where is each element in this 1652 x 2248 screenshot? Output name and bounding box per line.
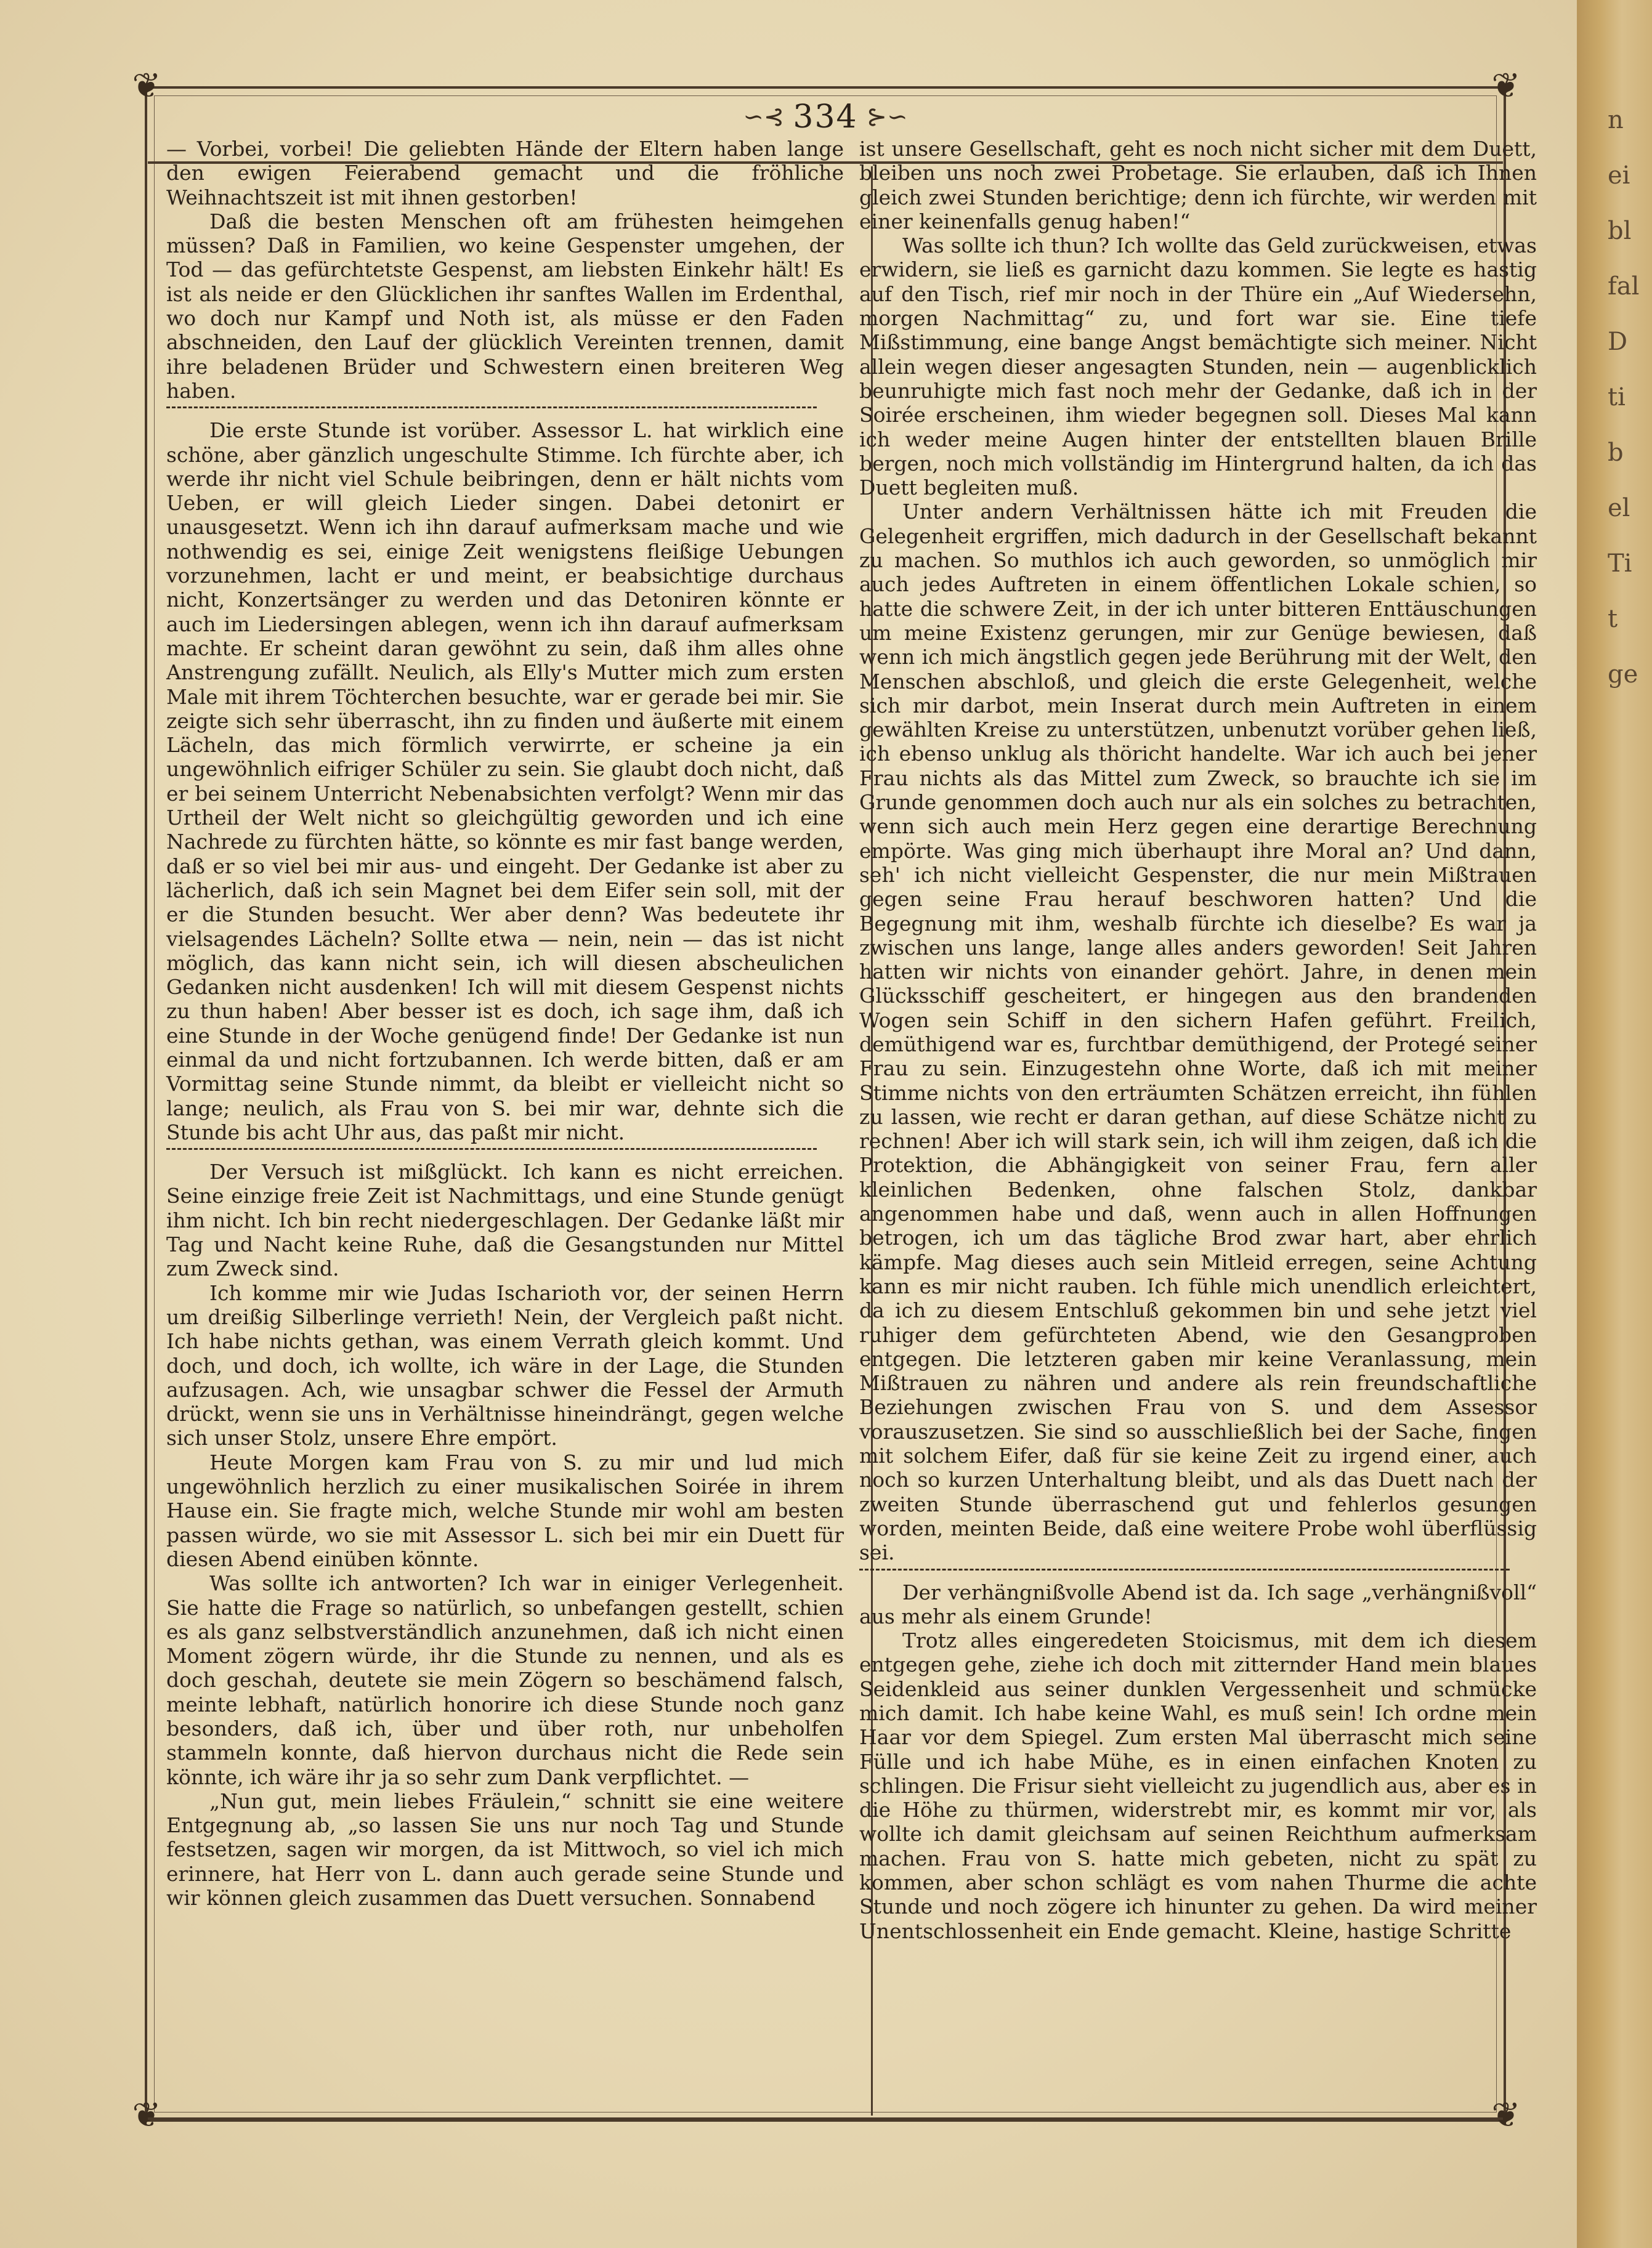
- edge-fragment: ge: [1608, 660, 1638, 689]
- paragraph: Trotz alles eingeredeten Stoicismus, mit dem ich diesem entgegen gehe, ziehe ich doch mit zitternder Hand mein blaues Seidenkleid aus seiner dunklen Vergessenheit und schmücke mich damit. Ich habe keine Wahl, es muß sein! Ich ordne mein Haar vor dem Spiegel. Zum ersten Mal überrascht mich seine Fülle und ich habe Mühe, es in einen einfachen Knoten zu schlingen. Die Frisur sieht vielleicht zu jugendlich aus, aber es in die Höhe zu thürmen, widerstrebt mir, es kommt mir vor, als wollte ich damit gleichsam auf seinen Reichthum aufmerksam machen. Frau von S. hatte mich gebeten, nicht zu spät zu kommen, aber schon schlägt es vom nahen Thurme die achte Stunde und noch zögere ich hinunter zu gehen. Da wird meiner Unentschlossenheit ein Ende gemacht. Kleine, hastige Schritte: [859, 1628, 1537, 1943]
- edge-fragment: el: [1608, 494, 1630, 522]
- edge-fragment: bl: [1608, 217, 1632, 245]
- flourish-right-icon: ⊱∽: [866, 103, 908, 131]
- text-column-right: [859, 137, 1537, 1943]
- edge-fragment: fal: [1608, 272, 1640, 301]
- section-divider: [859, 1569, 1510, 1579]
- next-page-edge: [1608, 92, 1651, 2125]
- paragraph: — Vorbei, vorbei! Die geliebten Hände der Eltern haben lange den ewigen Feierabend gemacht und die fröhliche Weihnachtszeit ist mit ihnen gestorben!: [166, 137, 844, 209]
- paragraph: Was sollte ich thun? Ich wollte das Geld zurückweisen, etwas erwidern, sie ließ es garnicht dazu kommen. Sie legte es hastig auf den Tisch, rief mir noch in der Thüre ein „Auf Wiedersehn, morgen Nachmittag“ zu, und fort war sie. Eine tiefe Mißstimmung, eine bange Angst bemächtigte sich meiner. Nicht allein wegen dieser angesagten Stunden, nein — augenblicklich beunruhigte mich fast noch mehr der Gedanke, daß ich in der Soirée erscheinen, ihm wieder begegnen soll. Dieses Mal kann ich weder meine Augen hinter der entstellten blauen Brille bergen, noch mich vollständig im Hintergrund halten, da ich das Duett begleiten muß.: [859, 233, 1537, 500]
- corner-ornament-top-left: ❦: [132, 66, 161, 106]
- paragraph: Der verhängnißvolle Abend ist da. Ich sage „verhängnißvoll“ aus mehr als einem Grunde!: [859, 1580, 1537, 1628]
- paragraph: ist unsere Gesellschaft, geht es noch nicht sicher mit dem Duett, bleiben uns noch zwei Probetage. Sie erlauben, daß ich Ihnen gleich zwei Stunden berichtige; denn ich fürchte, wir werden mit einer keinenfalls genug haben!“: [859, 137, 1537, 233]
- edge-fragment: b: [1608, 439, 1624, 467]
- paragraph: Die erste Stunde ist vorüber. Assessor L. hat wirklich eine schöne, aber gänzlich ungeschulte Stimme. Ich fürchte aber, ich werde ihr nicht viel Schule beibringen, denn er hält nichts vom Ueben, er will gleich Lieder singen. Dabei detonirt er unausgesetzt. Wenn ich ihn darauf aufmerksam mache und wie nothwendig es sei, einige Zeit wenigstens fleißige Uebungen vorzunehmen, lacht er und meint, er beabsichtige durchaus nicht, Konzertsänger zu werden und das Detoniren könnte er auch im Liedersingen ablegen, wenn ich ihn darauf aufmerksam machte. Er scheint daran gewöhnt zu sein, daß ihm alles ohne Anstrengung zufällt. Neulich, als Elly's Mutter mich zum ersten Male mit ihrem Töchterchen besuchte, war er gerade bei mir. Sie zeigte sich sehr überrascht, ihn zu finden und äußerte mit einem Lächeln, das mich förmlich verwirrte, er scheine ja ein ungewöhnlich eifriger Schüler zu sein. Sie glaubt doch nicht, daß er bei seinem Unterricht Nebenabsichten verfolgt? Wenn mir das Urtheil der Welt nicht so gleichgültig geworden und ich eine Nachrede zu fürchten hätte, so könnte es mir fast bange werden, daß er so viel bei mir aus- und eingeht. Der Gedanke ist aber zu lächerlich, daß ich sein Magnet bei dem Eifer sein soll, mit der er die Stunden besucht. Wer aber denn? Was bedeutete ihr vielsagendes Lächeln? Sollte etwa — nein, nein — das ist nicht möglich, das kann nicht sein, ich will diesen abscheulichen Gedanken nicht ausdenken! Ich will mit diesem Gespenst nichts zu thun haben! Aber besser ist es doch, ich sage ihm, daß ich eine Stunde in der Woche genügend finde! Der Gedanke ist nun einmal da und nicht fortzubannen. Ich werde bitten, daß er am Vormittag seine Stunde nimmt, da bleibt er vielleicht nicht so lange; neulich, als Frau von S. bei mir war, dehnte sich die Stunde bis acht Uhr aus, das paßt mir nicht.: [166, 418, 844, 1144]
- edge-fragment: n: [1608, 106, 1624, 134]
- paragraph: Was sollte ich antworten? Ich war in einiger Verlegenheit. Sie hatte die Frage so natürlich, so unbefangen gestellt, schien es als ganz selbstverständlich anzunehmen, daß ich nicht einen Moment zögern würde, ihr die Stunde zu nennen, und als es doch geschah, deutete sie mein Zögern so beschämend falsch, meinte lebhaft, natürlich honorire ich diese Stunde noch ganz besonders, daß ich, über und über roth, nur unbeholfen stammeln konnte, daß hiervon durchaus nicht die Rede sein könnte, ich wäre ihr ja so sehr zum Dank verpflichtet. —: [166, 1571, 844, 1789]
- text-column-left: [166, 137, 844, 1910]
- corner-ornament-bottom-left: ❦: [132, 2095, 161, 2135]
- section-divider: [166, 406, 817, 417]
- edge-fragment: D: [1608, 328, 1628, 356]
- paragraph: Der Versuch ist mißglückt. Ich kann es nicht erreichen. Seine einzige freie Zeit ist Nachmittags, und eine Stunde genügt ihm nicht. Ich bin recht niedergeschlagen. Der Gedanke läßt mir Tag und Nacht keine Ruhe, daß die Gesangstunden nur Mittel zum Zweck sind.: [166, 1160, 844, 1281]
- corner-ornament-top-right: ❦: [1491, 66, 1521, 106]
- paragraph: Heute Morgen kam Frau von S. zu mir und lud mich ungewöhnlich herzlich zu einer musikalischen Soirée in ihrem Hause ein. Sie fragte mich, welche Stunde mir wohl am besten passen würde, wo sie mit Assessor L. sich bei mir ein Duett für diesen Abend einüben könnte.: [166, 1450, 844, 1571]
- section-divider: [166, 1148, 817, 1158]
- page-number: 334: [793, 99, 858, 135]
- paragraph: Ich komme mir wie Judas Ischarioth vor, der seinen Herrn um dreißig Silberlinge verrieth! Nein, der Vergleich paßt nicht. Ich habe nichts gethan, was einem Verrath gleich kommt. Und doch, und doch, ich wollte, ich wäre in der Lage, die Stunden aufzusagen. Ach, wie unsagbar schwer die Fessel der Armuth drückt, wenn sie uns in Verhältnisse hineindrängt, gegen welche sich unser Stolz, unsere Ehre empört.: [166, 1280, 844, 1450]
- edge-fragment: ei: [1608, 161, 1630, 190]
- edge-fragment: Ti: [1608, 549, 1632, 578]
- paragraph: Daß die besten Menschen oft am frühesten heimgehen müssen? Daß in Familien, wo keine Gespenster umgehen, der Tod — das gefürchtetste Gespenst, am liebsten Einkehr hält! Es ist als neide er den Glücklichen ihr sanftes Wallen im Erdenthal, wo doch nur Kampf und Noth ist, als müsse er den Faden abschneiden, den Lauf der glücklich Vereinten trennen, damit ihre beladenen Brüder und Schwestern einen breiteren Weg haben.: [166, 209, 844, 403]
- flourish-left-icon: ∽⊰: [743, 103, 785, 131]
- edge-fragment: ti: [1608, 383, 1626, 411]
- edge-fragment: t: [1608, 605, 1618, 633]
- footer-rule: [148, 2117, 1503, 2120]
- paragraph: Unter andern Verhältnissen hätte ich mit Freuden die Gelegenheit ergriffen, mich dadurch in der Gesellschaft bekannt zu machen. So muthlos ich auch geworden, so unmöglich mir auch jedes Auftreten in einem öffentlichen Lokale schien, so hatte die schwere Zeit, in der ich unter bitteren Enttäuschungen um meine Existenz gerungen, mir zur Genüge bewiesen, daß wenn ich mich ängstlich gegen jede Berührung mit der Welt, den Menschen abschloß, und gleich die erste Gelegenheit, welche sich mir darbot, mein Inserat durch mein Auftreten in einem gewählten Kreise zu unterstützen, unbenutzt vorüber gehen ließ, ich ebenso unklug als thöricht handelte. War ich auch bei jener Frau nichts als das Mittel zum Zweck, so brauchte ich sie im Grunde genommen doch auch nur als ein solches zu betrachten, wenn sich auch mein Herz gegen eine derartige Berechnung empörte. Was ging mich überhaupt ihre Moral an? Und dann, seh' ich nicht vielleicht Gespenster, die nur mein Mißtrauen gegen seine Frau herauf beschworen hatten? Und die Begegnung mit ihm, weshalb fürchte ich dieselbe? Es war ja zwischen uns lange, lange alles anders geworden! Seit Jahren hatten wir nichts von einander gehört. Jahre, in denen mein Glücksschiff gescheitert, er hingegen aus den brandenden Wogen sein Schiff in den sichern Hafen geführt. Freilich, demüthigend war es, furchtbar demüthigend, der Protegé seiner Frau zu sein. Einzugestehn ohne Worte, daß ich mit meiner Stimme nichts von den erträumten Schätzen erreicht, ihn fühlen zu lassen, wie recht er daran gethan, auf diese Schätze nicht zu rechnen! Aber ich will stark sein, ich will ihm zeigen, daß ich die Protektion, die Abhängigkeit von seiner Frau, fern aller kleinlichen Bedenken, ohne falschen Stolz, dankbar angenommen habe und daß, wenn auch in allen Hoffnungen betrogen, ich um das tägliche Brod zwar hart, aber ehrlich kämpfe. Mag dieses auch sein Mitleid erregen, seine Achtung kann es mir nicht rauben. Ich fühle mich unendlich erleichtert, da ich zu diesem Entschluß gekommen bin und sehe jetzt viel ruhiger dem gefürchteten Abend, wie den Gesangproben entgegen. Die letzteren gaben mir keine Veranlassung, mein Mißtrauen zu nähren und andere als rein freundschaftliche Beziehungen zwischen Frau von S. und dem Assessor vorauszusetzen. Sie sind so ausschließlich bei der Sache, fingen mit solchem Eifer, daß für sie keine Zeit zu irgend einer, auch noch so kurzen Unterhaltung bleibt, und als das Duett nach der zweiten Stunde überraschend gut und fehlerlos gesungen worden, meinten Beide, daß eine weitere Probe wohl überflüssig sei.: [859, 499, 1537, 1565]
- paragraph: „Nun gut, mein liebes Fräulein,“ schnitt sie eine weitere Entgegnung ab, „so lassen Sie uns nur noch Tag und Stunde festsetzen, sagen wir morgen, da ist Mittwoch, so viel ich mich erinnere, hat Herr von L. dann auch gerade seine Stunde und wir können gleich zusammen das Duett versuchen. Sonnabend: [166, 1789, 844, 1910]
- corner-ornament-bottom-right: ❦: [1491, 2095, 1521, 2135]
